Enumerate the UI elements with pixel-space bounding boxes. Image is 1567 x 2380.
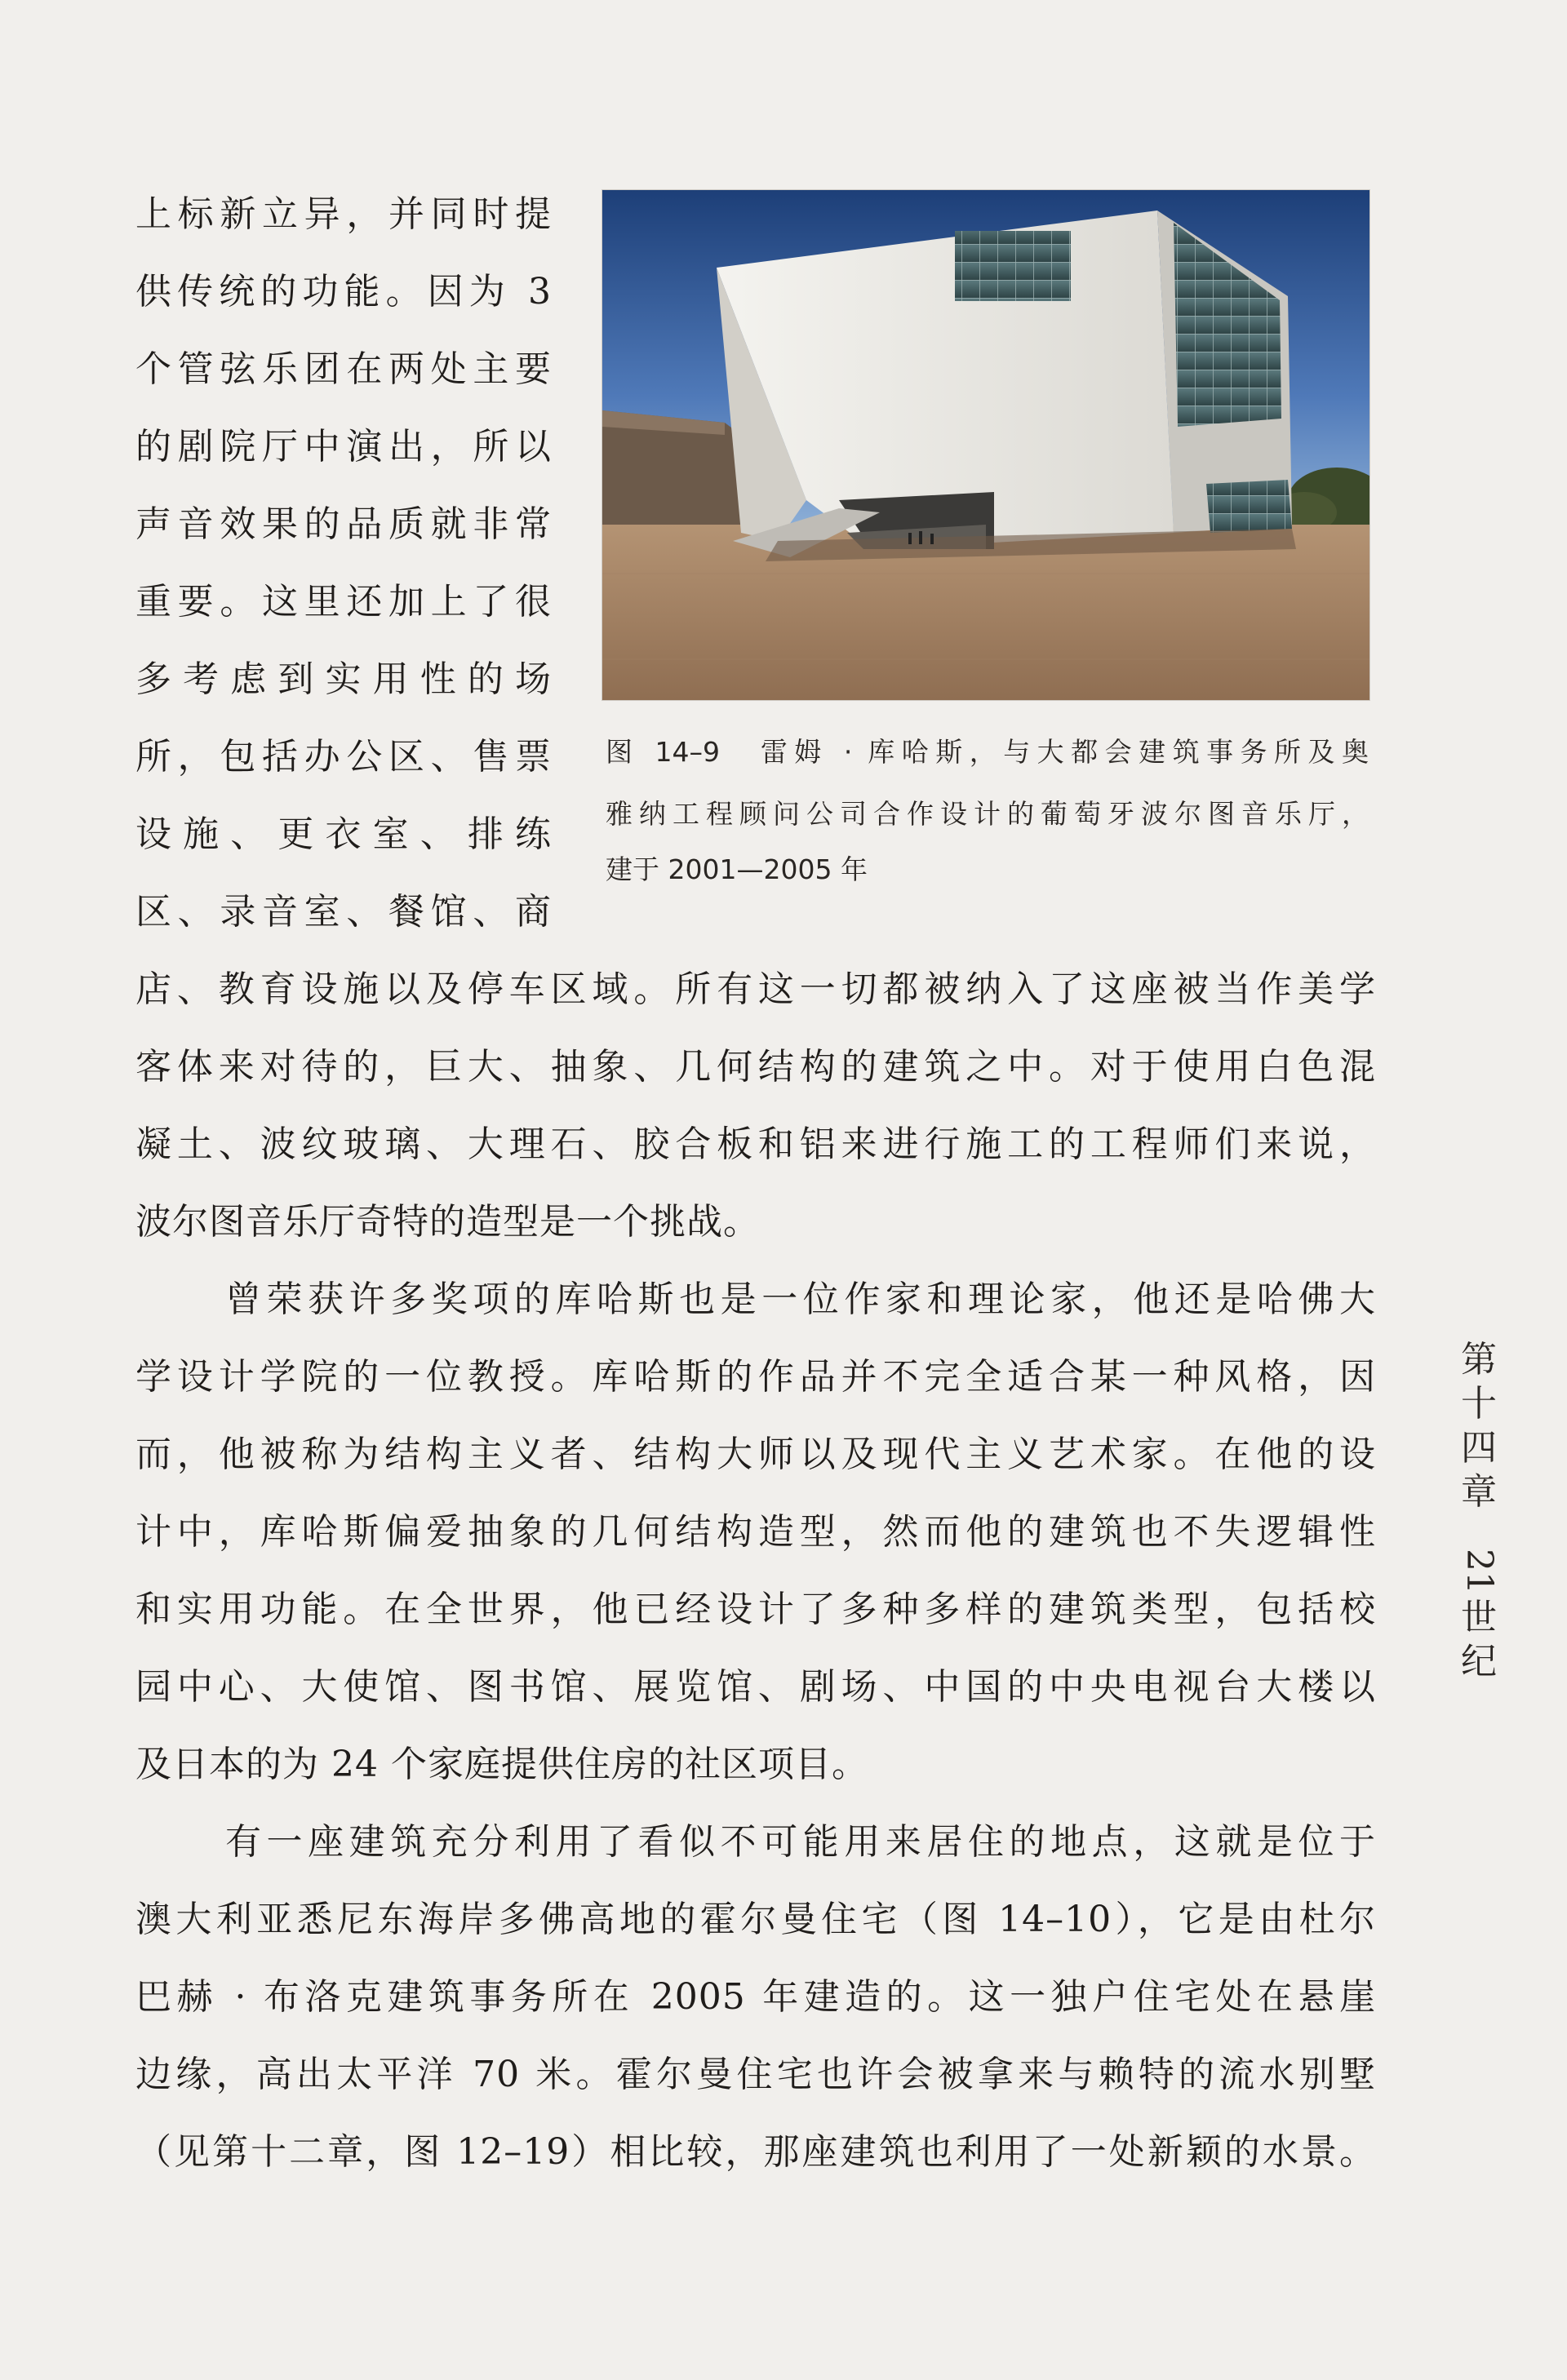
chapter-title-char: 章 bbox=[1461, 1471, 1497, 1513]
text-line: 声音效果的品质就非常 bbox=[135, 503, 552, 545]
caption-line: 雅纳工程顾问公司合作设计的葡萄牙波尔图音乐厅， bbox=[606, 798, 1369, 830]
text-line: 上标新立异，并同时提 bbox=[135, 193, 552, 235]
text-line: 有一座建筑充分利用了看似不可能用来居住的地点，这就是位于 bbox=[225, 1821, 1376, 1863]
caption-line: 图 14–9 雷姆 · 库哈斯，与大都会建筑事务所及奥 bbox=[606, 736, 1369, 768]
century-number: 21 bbox=[1458, 1549, 1500, 1594]
text-line: 重要。这里还加上了很 bbox=[135, 581, 552, 623]
text-line: 而，他被称为结构主义者、结构大师以及现代主义艺术家。在他的设 bbox=[135, 1434, 1376, 1475]
chapter-title-char: 四 bbox=[1461, 1427, 1497, 1469]
chapter-title-char: 第 bbox=[1461, 1339, 1497, 1381]
text-line: （见第十二章，图 12–19）相比较，那座建筑也利用了一处新颖的水景。 bbox=[135, 2131, 1376, 2173]
figure-photo-casa-da-musica bbox=[602, 190, 1369, 700]
text-line: 边缘，高出太平洋 70 米。霍尔曼住宅也许会被拿来与赖特的流水别墅 bbox=[135, 2054, 1376, 2095]
text-line: 区、录音室、餐馆、商 bbox=[135, 891, 552, 933]
text-line: 供传统的功能。因为 3 bbox=[135, 271, 552, 312]
text-line: 店、教育设施以及停车区域。所有这一切都被纳入了这座被当作美学 bbox=[135, 968, 1376, 1010]
text-line: 及日本的为 24 个家庭提供住房的社区项目。 bbox=[135, 1744, 868, 1785]
text-line: 曾荣获许多奖项的库哈斯也是一位作家和理论家，他还是哈佛大 bbox=[225, 1279, 1376, 1320]
century-char: 世 bbox=[1461, 1597, 1497, 1638]
text-line: 个管弦乐团在两处主要 bbox=[135, 348, 552, 390]
text-line: 和实用功能。在全世界，他已经设计了多种多样的建筑类型，包括校 bbox=[135, 1589, 1376, 1630]
text-line: 设施、更衣室、排练 bbox=[135, 813, 552, 855]
text-line: 澳大利亚悉尼东海岸多佛高地的霍尔曼住宅（图 14–10），它是由杜尔 bbox=[135, 1899, 1376, 1940]
text-line: 多考虑到实用性的场 bbox=[135, 658, 552, 700]
text-line: 计中，库哈斯偏爱抽象的几何结构造型，然而他的建筑也不失逻辑性 bbox=[135, 1511, 1376, 1553]
text-line: 波尔图音乐厅奇特的造型是一个挑战。 bbox=[135, 1201, 760, 1243]
text-line: 巴赫 · 布洛克建筑事务所在 2005 年建造的。这一独户住宅处在悬崖 bbox=[135, 1976, 1376, 2018]
text-line: 的剧院厅中演出，所以 bbox=[135, 426, 552, 468]
caption-line: 建于 2001—2005 年 bbox=[606, 853, 868, 885]
text-line: 学设计学院的一位教授。库哈斯的作品并不完全适合某一种风格，因 bbox=[135, 1356, 1376, 1398]
century-char: 纪 bbox=[1461, 1641, 1497, 1682]
text-line: 所，包括办公区、售票 bbox=[135, 736, 552, 778]
text-line: 园中心、大使馆、图书馆、展览馆、剧场、中国的中央电视台大楼以 bbox=[135, 1666, 1376, 1708]
text-line: 凝土、波纹玻璃、大理石、胶合板和铝来进行施工的工程师们来说， bbox=[135, 1124, 1376, 1165]
chapter-title-char: 十 bbox=[1461, 1383, 1497, 1425]
chapter-running-head bbox=[1454, 1338, 1503, 1684]
text-line: 客体来对待的，巨大、抽象、几何结构的建筑之中。对于使用白色混 bbox=[135, 1046, 1376, 1088]
